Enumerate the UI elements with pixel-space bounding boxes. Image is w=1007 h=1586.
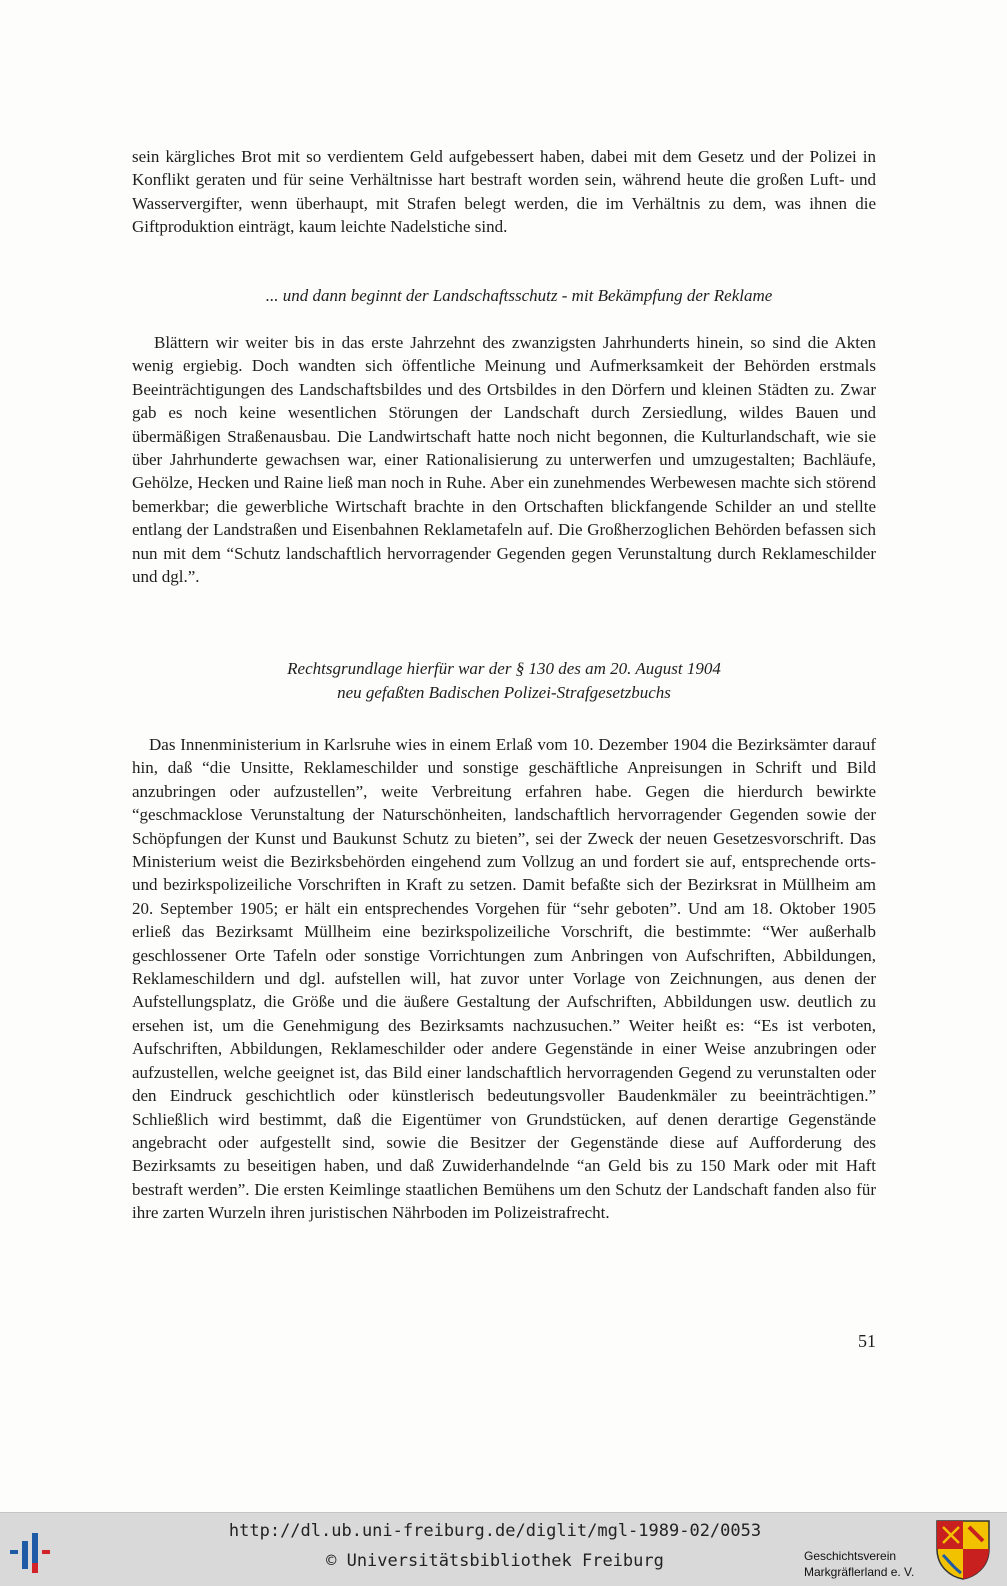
society-name[interactable]: [804, 1548, 914, 1580]
footer-bar: [0, 1512, 1007, 1586]
paragraph-second: [132, 331, 876, 588]
paragraph-second-text: Blättern wir weiter bis in das erste Jahrzehnt des zwanzigsten Jahrhunderts hinein, so sind die Akten wenig ergiebig. Doch wandten sich öffentliche Meinung und Aufmerksamkeit der Behörden erstmals Beeinträchtigungen des Landschaftsbildes und des Ortsbildes in den Dörfern und kleinen Städten zu. Zwar gab es noch keine wesentlichen Störungen der Landschaft durch Zersiedlung, wildes Bauen und übermäßigen Straßenausbau. Die Landwirtschaft hatte noch nicht begonnen, die Kulturlandschaft, wie sie über Jahrhunderte gewachsen war, einer Rationalisierung zu unterwerfen und umzugestalten; Bachläufe, Gehölze, Hecken und Raine ließ man noch in Ruhe. Aber ein zunehmendes Werbewesen machte sich störend bemerkbar; die gewerbliche Wirtschaft brachte in den Ortschaften blickfangende Schilder an und stellte entlang der Landstraßen und Eisenbahnen Reklametafeln auf. Die Großherzoglichen Behörden befassen sich nun mit dem “Schutz landschaftlich hervorragender Gegenden gegen Verunstaltung durch Reklameschilder und dgl.”.: [132, 333, 876, 587]
footer-url-link[interactable]: http://dl.ub.uni-freiburg.de/diglit/mgl-1989-02/0053: [228, 1521, 762, 1541]
section-heading-2-line2: neu gefaßten Badischen Polizei-Strafgesetzbuchs: [337, 683, 671, 702]
footer-copyright: © Universitätsbibliothek Freiburg: [326, 1551, 664, 1571]
coat-of-arms-icon[interactable]: [935, 1519, 991, 1581]
paragraph-third-text: Das Innenministerium in Karlsruhe wies in einem Erlaß vom 10. Dezember 1904 die Bezirksämter darauf hin, daß “die Unsitte, Reklameschilder und sonstige geschäftliche Anpreisungen in Schrift und Bild anzubringen oder aufzustellen”, weite Verbreitung erfahren habe. Gegen die hierdurch bewirkte “geschmacklose Verunstaltung der Naturschönheiten, landschaftlich hervorragender Gegenden sowie der Schöpfungen der Kunst und Baukunst Schutz zu bieten”, sei der Zweck der neuen Gesetzesvorschrift. Das Ministerium weist die Bezirksbehörden eingehend zum Vollzug an und fordert sie auf, entsprechende orts- und bezirkspolizeiliche Vorschriften in Kraft zu setzen. Damit befaßte sich der Bezirksrat in Müllheim am 20. September 1905; er hält ein entsprechendes Vorgehen für “sehr geboten”. Und am 18. Oktober 1905 erließ das Bezirksamt Müllheim eine bezirkspolizeiliche Vorschrift, die bestimmte: “Wer außerhalb geschlossener Orte Tafeln oder sonstige Vorrichtungen zum Anbringen von Aufschriften, Abbildungen, Reklameschildern und dgl. aufstellen will, hat zuvor unter Vorlage von Zeichnungen, aus denen der Aufstellungsplatz, die Größe und die äußere Gestaltung der Aufschriften, Abbildungen usw. deutlich zu ersehen ist, um die Genehmigung des Bezirksamts nachzusuchen.” Weiter heißt es: “Es ist verboten, Aufschriften, Abbildungen, Reklameschilder oder andere Gegenstände in einer Weise anzubringen oder aufzustellen, welche geeignet ist, das Bild einer landschaftlich hervorragenden Gegend zu verunstalten oder den Eindruck geschichtlich oder künstlerisch bedeutungsvoller Baudenkmäler zu beeinträchtigen.” Schließlich wird bestimmt, daß die Eigentümer von Grundstücken, auf denen derartige Gegenstände angebracht oder aufgestellt sind, sowie die Besitzer der Gegenstände diese auf Aufforderung des Bezirksamts zu beseitigen haben, und daß Zuwiderhandelnde “an Geld bis zu 150 Mark oder mit Haft bestraft werden”. Die ersten Keimlinge staatlichen Bemühens um den Schutz der Landschaft fanden also für ihre zarten Wurzeln ihren juristischen Nährboden im Polizeistrafrecht.: [132, 735, 876, 1223]
section-heading-2: [132, 657, 876, 705]
paragraph-top-text: sein kärgliches Brot mit so verdientem Geld aufgebessert haben, dabei mit dem Gesetz und der Polizei in Konflikt geraten und für seine Verhältnisse hart bestraft worden sein, während heute die großen Luft- und Wasservergifter, wenn überhaupt, mit Strafen belegt werden, die im Verhältnis zu dem, was ihnen die Giftproduktion einträgt, kaum leichte Nadelstiche sind.: [132, 147, 876, 237]
section-heading-2-line1: Rechtsgrundlage hierfür war der § 130 des am 20. August 1904: [287, 659, 721, 678]
page-number: 51: [858, 1331, 876, 1351]
paragraph-top: [132, 145, 876, 239]
society-line-1: Geschichtsverein: [804, 1549, 897, 1563]
paragraph-third: [132, 733, 876, 1225]
section-heading-1: ... und dann beginnt der Landschaftsschutz - mit Bekämpfung der Reklame: [265, 286, 773, 305]
society-line-2: Markgräflerland e. V.: [804, 1565, 915, 1579]
